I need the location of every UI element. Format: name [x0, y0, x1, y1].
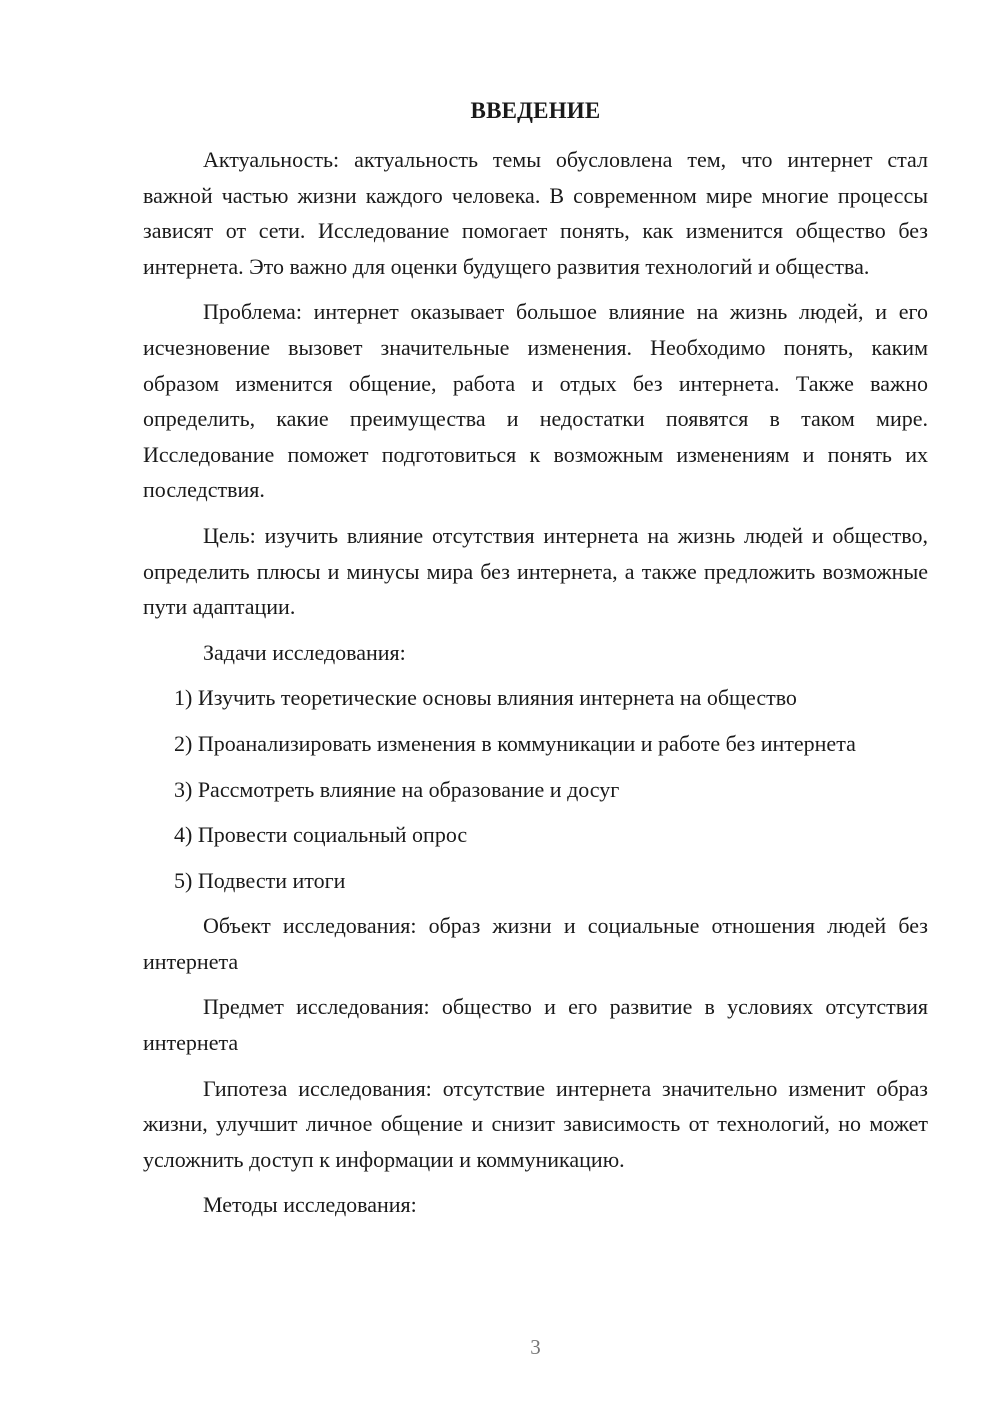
task-item-4: 4) Провести социальный опрос	[174, 822, 468, 848]
methods-heading: Методы исследования:	[203, 1192, 417, 1218]
hypothesis-paragraph: Гипотеза исследования: отсутствие интернета значительно изменит образ жизни, улучшит личное общение и снизит зависимость от технологий, но может усложнить доступ к информации и коммуникацию.	[143, 1075, 928, 1172]
task-item-3: 3) Рассмотреть влияние на образование и досуг	[174, 776, 620, 802]
document-page	[143, 0, 928, 1414]
goal-paragraph: Цель: изучить влияние отсутствия интернета на жизнь людей и общество, определить плюсы и минусы мира без интернета, а также предложить возможные пути адаптации.	[143, 522, 928, 620]
section-heading: ВВЕДЕНИЕ	[470, 98, 601, 123]
task-item-2: 2) Проанализировать изменения в коммуникации и работе без интернета	[174, 730, 856, 756]
page-number: 3	[530, 1335, 541, 1359]
document-body	[143, 142, 928, 1233]
relevance-paragraph: Актуальность: актуальность темы обусловлена тем, что интернет стал важной частью жизни каждого человека. В современном мире многие процессы зависят от сети. Исследование помогает понять, как изменится общество без интернета. Это важно для оценки будущего развития технологий и общества.	[143, 147, 928, 279]
tasks-heading: Задачи исследования:	[203, 639, 406, 665]
problem-paragraph: Проблема: интернет оказывает большое влияние на жизнь людей, и его исчезновение вызовет значительные изменения. Необходимо понять, каким образом изменится общение, работа и отдых без интернета. Также важно определить, какие преимущества и недостатки появятся в таком мире. Исследование поможет подготовиться к возможным изменениям и понять их последствия.	[143, 299, 928, 503]
object-paragraph: Объект исследования: образ жизни и социальные отношения людей без интернета	[143, 913, 928, 974]
task-item-1: 1) Изучить теоретические основы влияния интернета на общество	[174, 685, 797, 711]
subject-paragraph: Предмет исследования: общество и его развитие в условиях отсутствия интернета	[143, 994, 928, 1056]
task-item-5: 5) Подвести итоги	[174, 867, 346, 893]
